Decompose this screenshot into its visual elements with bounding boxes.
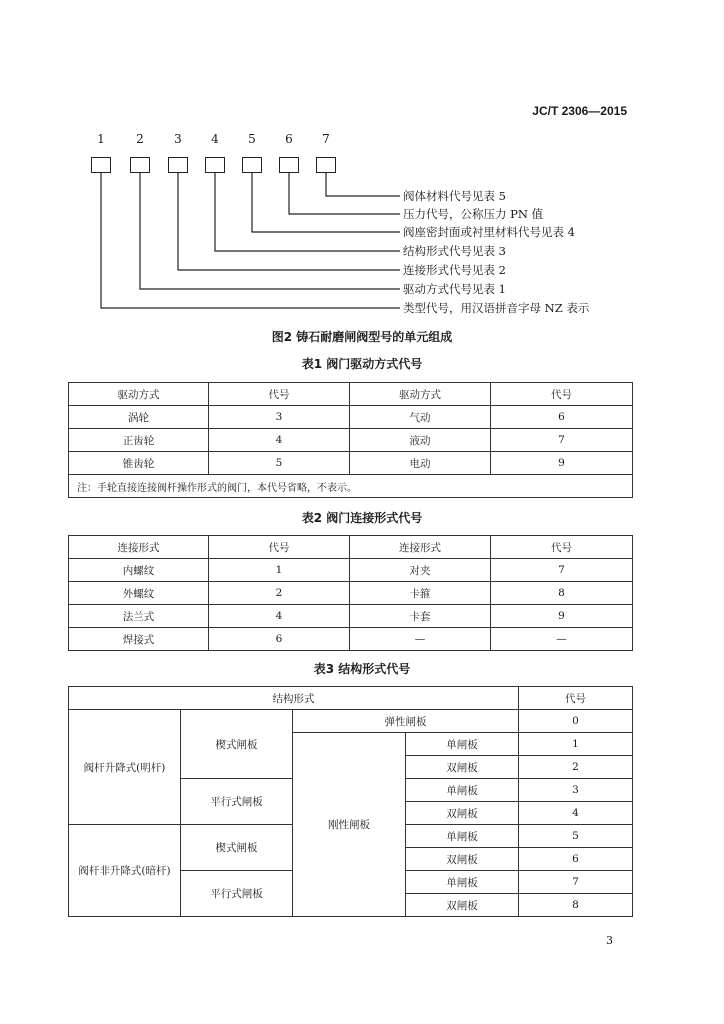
table-header-row: [69, 383, 633, 406]
table3-caption: 表3 结构形式代号: [313, 662, 411, 676]
unit-number: 1: [97, 132, 105, 146]
unit-number: 5: [248, 132, 256, 146]
table-row: [69, 452, 633, 475]
table-row: [69, 559, 633, 582]
gate-count-cell: 单闸板: [406, 871, 519, 894]
table3-structure-type: [68, 686, 633, 917]
gate-count-cell: 双闸板: [406, 802, 519, 825]
unit-label: 类型代号，用汉语拼音字母 NZ 表示: [403, 301, 590, 315]
table-cell: 4: [209, 429, 350, 452]
table-cell: 卡箍: [350, 582, 491, 605]
unit-label: 阀体材料代号见表 5: [403, 189, 506, 203]
gate-type-cell: 平行式闸板: [181, 779, 293, 825]
unit-number: 2: [136, 132, 144, 146]
figure-caption: 图2 铸石耐磨闸阀型号的单元组成: [271, 330, 453, 344]
unit-label: 阀座密封面或衬里材料代号见表 4: [403, 225, 575, 239]
table2-caption: 表2 阀门连接形式代号: [301, 511, 423, 525]
code-cell: 1: [519, 733, 633, 756]
table-cell: 内螺纹: [69, 559, 209, 582]
code-cell: 6: [519, 848, 633, 871]
header-cell: 代号: [491, 383, 633, 406]
header-cell: 代号: [209, 536, 350, 559]
table-cell: —: [350, 628, 491, 651]
table-cell: 法兰式: [69, 605, 209, 628]
unit-number: 4: [211, 132, 219, 146]
table-cell: 涡轮: [69, 406, 209, 429]
table-row: [69, 628, 633, 651]
unit-number: 6: [285, 132, 293, 146]
unit-label: 压力代号，公称压力 PN 值: [403, 207, 544, 221]
table-row: [69, 710, 633, 733]
unit-label: 连接形式代号见表 2: [403, 263, 506, 277]
table2-connection-type: [68, 535, 633, 651]
header-cell: 连接形式: [350, 536, 491, 559]
group-cell: 阀杆非升降式(暗杆): [69, 825, 181, 917]
table-header-row: [69, 687, 633, 710]
header-cell: 代号: [209, 383, 350, 406]
gate-count-cell: 单闸板: [406, 825, 519, 848]
table-cell: 锥齿轮: [69, 452, 209, 475]
table-row: [69, 582, 633, 605]
group-cell: 阀杆升降式(明杆): [69, 710, 181, 825]
gate-subtype-cell: 弹性闸板: [293, 710, 519, 733]
code-cell: 8: [519, 894, 633, 917]
code-cell: 4: [519, 802, 633, 825]
table-cell: 对夹: [350, 559, 491, 582]
table-cell: 1: [209, 559, 350, 582]
unit-number: 3: [174, 132, 182, 146]
gate-type-cell: 楔式闸板: [181, 825, 293, 871]
header-cell: 驱动方式: [69, 383, 209, 406]
unit-number: 7: [322, 132, 330, 146]
unit-label: 结构形式代号见表 3: [403, 244, 506, 258]
code-cell: 3: [519, 779, 633, 802]
gate-count-cell: 单闸板: [406, 733, 519, 756]
table1-drive-mode: [68, 382, 633, 498]
gate-count-cell: 双闸板: [406, 894, 519, 917]
table-row: [69, 406, 633, 429]
table-cell: 3: [209, 406, 350, 429]
header-cell: 代号: [491, 536, 633, 559]
table-note-row: [69, 475, 633, 498]
table1-caption: 表1 阀门驱动方式代号: [301, 357, 423, 371]
page-number: 3: [606, 934, 613, 947]
gate-count-cell: 双闸板: [406, 848, 519, 871]
table-note: 注：手轮直接连接阀杆操作形式的阀门，本代号省略，不表示。: [69, 475, 633, 498]
code-cell: 0: [519, 710, 633, 733]
table-cell: 8: [491, 582, 633, 605]
table-cell: 4: [209, 605, 350, 628]
table-row: [69, 429, 633, 452]
table-cell: 7: [491, 429, 633, 452]
header-cell: 连接形式: [69, 536, 209, 559]
gate-type-cell: 楔式闸板: [181, 710, 293, 779]
table-cell: 外螺纹: [69, 582, 209, 605]
gate-count-cell: 双闸板: [406, 756, 519, 779]
code-cell: 5: [519, 825, 633, 848]
table-header-row: [69, 536, 633, 559]
header-cell: 代号: [519, 687, 633, 710]
gate-type-cell: 平行式闸板: [181, 871, 293, 917]
table-cell: 电动: [350, 452, 491, 475]
table-cell: —: [491, 628, 633, 651]
table-cell: 9: [491, 605, 633, 628]
table-cell: 正齿轮: [69, 429, 209, 452]
unit-label: 驱动方式代号见表 1: [403, 282, 506, 296]
table-cell: 液动: [350, 429, 491, 452]
table-cell: 6: [491, 406, 633, 429]
table-cell: 7: [491, 559, 633, 582]
standard-number: JC/T 2306—2015: [532, 104, 627, 118]
code-cell: 7: [519, 871, 633, 894]
table-row: [69, 605, 633, 628]
table-cell: 6: [209, 628, 350, 651]
leader-lines: [0, 0, 724, 330]
gate-count-cell: 单闸板: [406, 779, 519, 802]
table-cell: 9: [491, 452, 633, 475]
table-cell: 卡套: [350, 605, 491, 628]
gate-subtype-cell: 刚性闸板: [293, 733, 406, 917]
header-cell: 结构形式: [69, 687, 519, 710]
table-cell: 2: [209, 582, 350, 605]
table-cell: 气动: [350, 406, 491, 429]
header-cell: 驱动方式: [350, 383, 491, 406]
code-cell: 2: [519, 756, 633, 779]
table-cell: 焊接式: [69, 628, 209, 651]
table-cell: 5: [209, 452, 350, 475]
